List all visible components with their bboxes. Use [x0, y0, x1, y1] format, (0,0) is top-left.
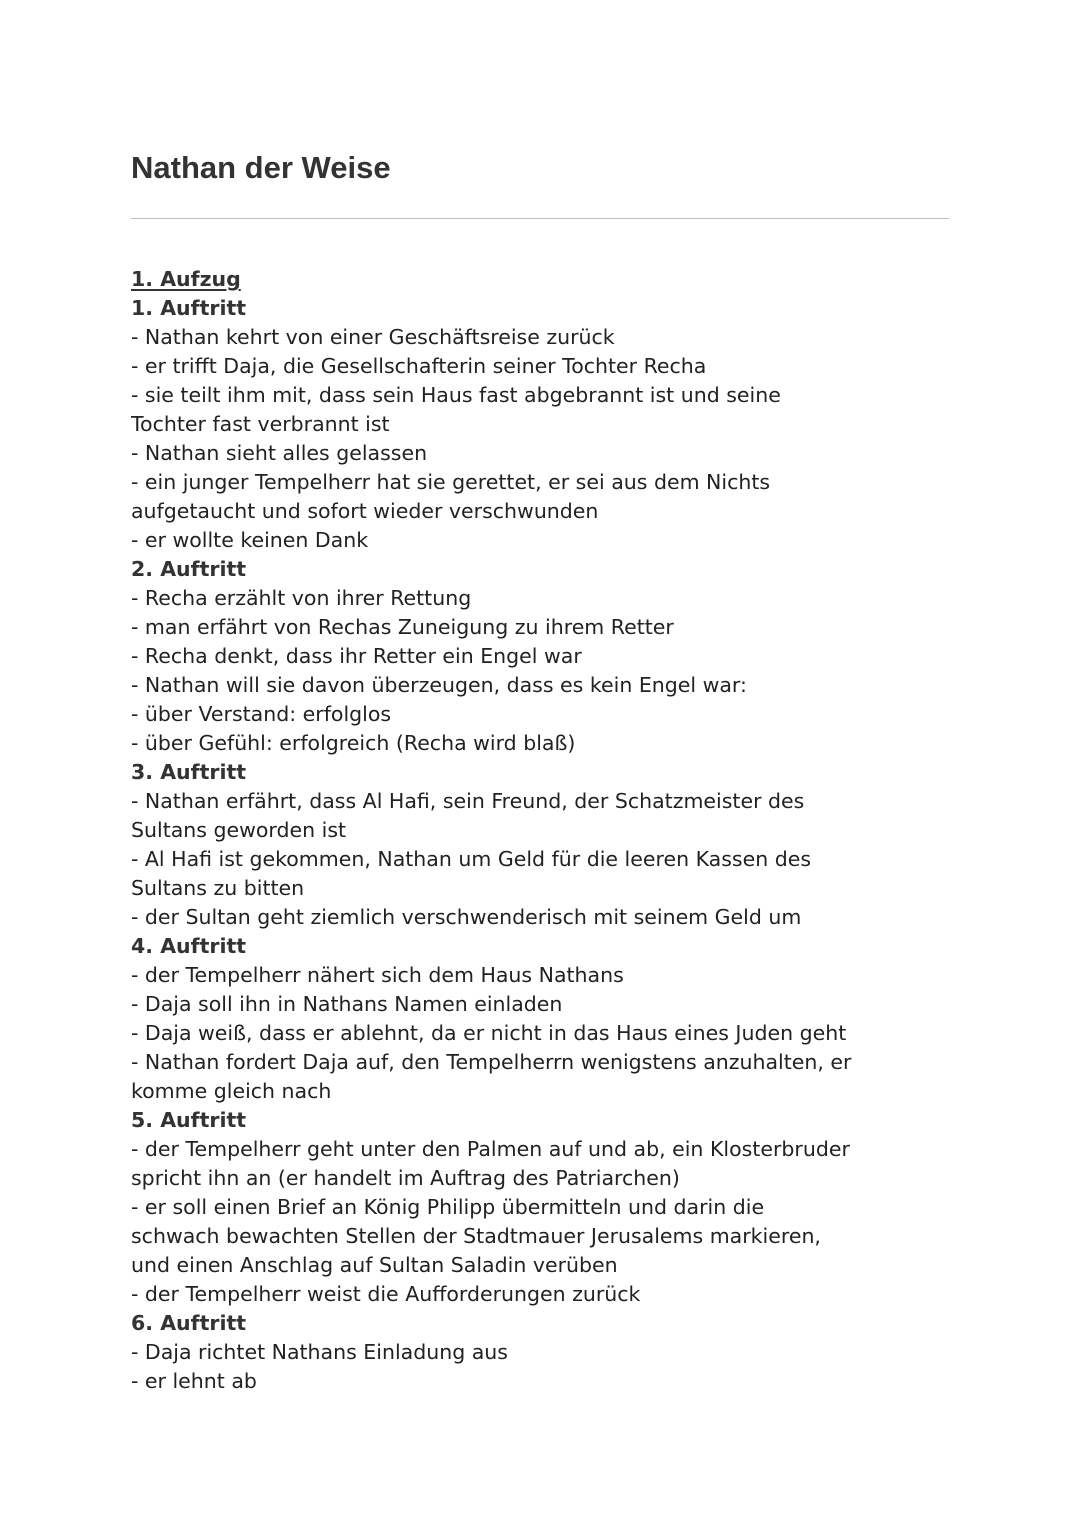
scene-4 [131, 932, 931, 1106]
scene-line: - Daja weiß, dass er ablehnt, da er nicht in das Haus eines Juden geht [131, 1021, 847, 1045]
scene-line: und einen Anschlag auf Sultan Saladin verüben [131, 1253, 618, 1277]
scene-heading: 2. Auftritt [131, 557, 247, 581]
scene-line: - Recha erzählt von ihrer Rettung [131, 586, 472, 610]
scene-line: Tochter fast verbrannt ist [131, 412, 390, 436]
scene-line: - der Sultan geht ziemlich verschwenderisch mit seinem Geld um [131, 905, 802, 929]
scene-line: schwach bewachten Stellen der Stadtmauer Jerusalems markieren, [131, 1224, 821, 1248]
scene-line: - über Gefühl: erfolgreich (Recha wird blaß) [131, 731, 576, 755]
scene-line: Sultans zu bitten [131, 876, 305, 900]
scene-line: komme gleich nach [131, 1079, 332, 1103]
scene-line: spricht ihn an (er handelt im Auftrag des Patriarchen) [131, 1166, 680, 1190]
act-heading: 1. Aufzug [131, 267, 241, 291]
document-body [131, 265, 931, 1396]
scene-line: aufgetaucht und sofort wieder verschwunden [131, 499, 599, 523]
title-divider [131, 218, 949, 219]
scene-line: - Daja soll ihn in Nathans Namen einladen [131, 992, 563, 1016]
scene-line: - man erfährt von Rechas Zuneigung zu ihrem Retter [131, 615, 674, 639]
scene-5 [131, 1106, 931, 1309]
scene-line: Sultans geworden ist [131, 818, 347, 842]
scene-line: - Nathan kehrt von einer Geschäftsreise zurück [131, 325, 615, 349]
scene-line: - Daja richtet Nathans Einladung aus [131, 1340, 508, 1364]
scene-line: - der Tempelherr weist die Aufforderungen zurück [131, 1282, 641, 1306]
scene-line: - der Tempelherr nähert sich dem Haus Nathans [131, 963, 624, 987]
scene-3 [131, 758, 931, 932]
scene-line: - der Tempelherr geht unter den Palmen auf und ab, ein Klosterbruder [131, 1137, 850, 1161]
scene-1 [131, 294, 931, 555]
scene-heading: 6. Auftritt [131, 1311, 247, 1335]
scene-line: - Nathan sieht alles gelassen [131, 441, 428, 465]
scene-line: - sie teilt ihm mit, dass sein Haus fast abgebrannt ist und seine [131, 383, 781, 407]
scene-line: - Recha denkt, dass ihr Retter ein Engel war [131, 644, 582, 668]
scene-heading: 4. Auftritt [131, 934, 247, 958]
scene-line: - Nathan will sie davon überzeugen, dass es kein Engel war: [131, 673, 747, 697]
scene-line: - ein junger Tempelherr hat sie gerettet, er sei aus dem Nichts [131, 470, 771, 494]
scene-line: - er trifft Daja, die Gesellschafterin seiner Tochter Recha [131, 354, 707, 378]
scene-line: - Nathan erfährt, dass Al Hafi, sein Freund, der Schatzmeister des [131, 789, 805, 813]
scene-line: - er soll einen Brief an König Philipp übermitteln und darin die [131, 1195, 765, 1219]
scene-line: - er wollte keinen Dank [131, 528, 369, 552]
scene-2 [131, 555, 931, 758]
scene-line: - über Verstand: erfolglos [131, 702, 392, 726]
scene-heading: 5. Auftritt [131, 1108, 247, 1132]
scene-6 [131, 1309, 931, 1396]
scene-heading: 1. Auftritt [131, 296, 247, 320]
document-title: Nathan der Weise [131, 150, 391, 185]
scene-line: - Nathan fordert Daja auf, den Tempelherrn wenigstens anzuhalten, er [131, 1050, 852, 1074]
scene-line: - er lehnt ab [131, 1369, 257, 1393]
scene-heading: 3. Auftritt [131, 760, 247, 784]
scene-line: - Al Hafi ist gekommen, Nathan um Geld für die leeren Kassen des [131, 847, 812, 871]
